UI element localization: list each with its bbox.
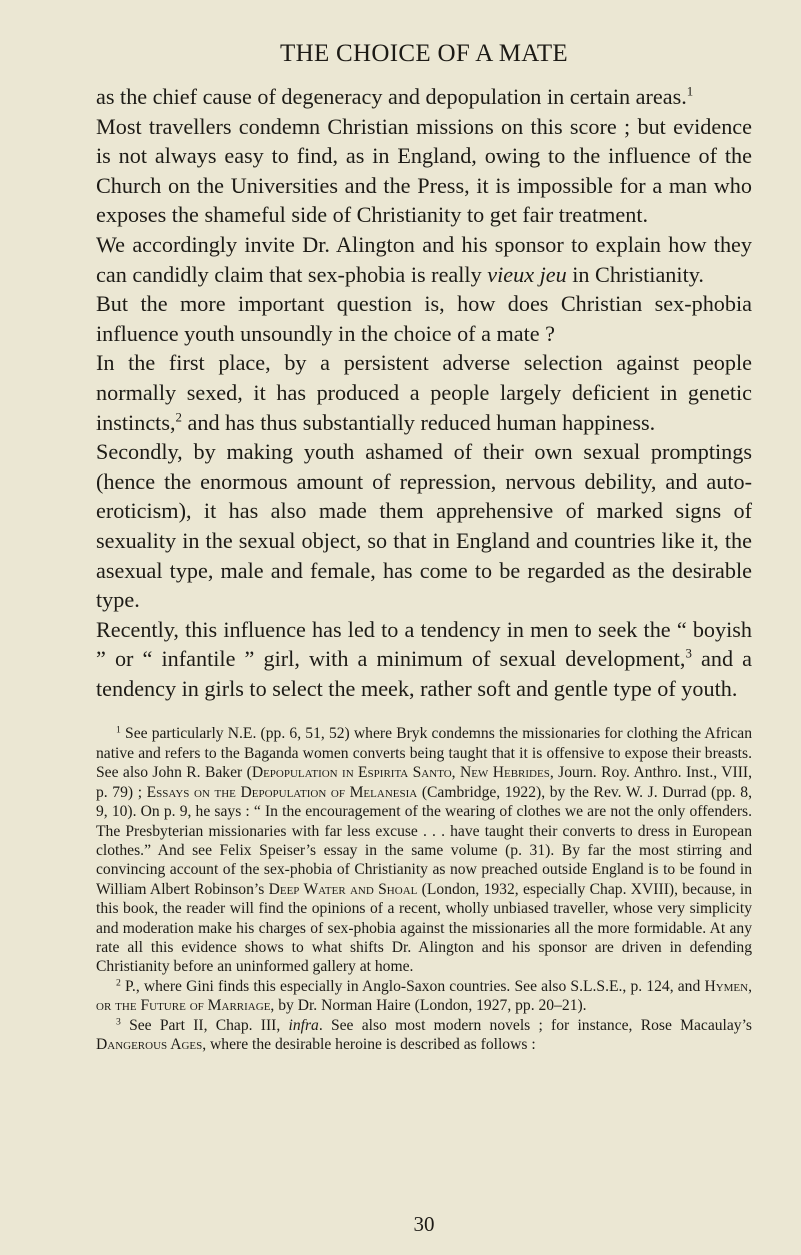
italic-phrase: vieux jeu: [487, 261, 567, 287]
footnote-2: $^2$ P., where Gini finds this especially in Anglo-Saxon countries. See also S.L.S.E., p. 124, and Hymen, or the Future of Marriage, by Dr. Norman Haire (London, 1927, pp. 20–21).: [96, 977, 752, 1015]
book-title: Hymen, or the Future of Marriage: [96, 977, 752, 1015]
paragraph-2: Most travellers condemn Christian missions on this score ; but evidence is not always easy to find, as in England, owing to the influence of the Church on the Universities and the Press, it is impossible for a man who exposes the shameful side of Christianity to get fair treatment.: [96, 113, 752, 228]
paragraph-7: Recently, this influence has led to a tendency in men to seek the “ boyish ” or “ infantile ” girl, with a minimum of sexual development,$^3$ and a tendency in girls to select the meek, rather soft and gentle type of youth.: [96, 616, 752, 701]
italic-word: infra: [288, 1016, 319, 1034]
book-title: Dangerous Ages: [96, 1035, 203, 1053]
book-title: Deep Water and Shoal: [268, 880, 418, 898]
paragraph-1: as the chief cause of degeneracy and depopulation in certain areas.$^1$: [96, 84, 694, 109]
footnote-mark: 1: [116, 725, 121, 737]
footnote-mark: 2: [116, 977, 121, 989]
footnotes: [96, 724, 752, 1054]
paragraph-3: We accordingly invite Dr. Alington and his sponsor to explain how they can candidly claim that sex-phobia is really vieux jeu in Christianity.: [96, 231, 752, 287]
book-title: Essays on the Depopulation of Melanesia: [146, 783, 418, 801]
paragraph-5: In the first place, by a persistent adverse selection against people normally sexed, it has produced a people largely deficient in genetic instincts,$^2$ and has thus substantially reduced human happiness.: [96, 350, 752, 435]
footnote-ref-1: 1: [686, 84, 694, 99]
body-text: [96, 82, 752, 703]
footnote-ref-3: 3: [685, 646, 692, 661]
paragraph-4: But the more important question is, how does Christian sex-phobia influence youth unsoundly in the choice of a mate ?: [96, 291, 752, 346]
page-number: 30: [413, 1212, 435, 1236]
footnote-mark: 3: [116, 1016, 121, 1028]
book-title: Depopulation in Espirita Santo, New Hebrides: [251, 764, 550, 782]
footnote-1: $^1$ See particularly N.E. (pp. 6, 51, 52) where Bryk condemns the missionaries for clothing the African native and refers to the Baganda women converts being taught that it is offensive to expose their breasts. See also John R. Baker (Depopulation in Espirita Santo, New Hebrides, Journ. Roy. Anthro. Inst., VIII, p. 79) ; Essays on the Depopulation of Melanesia (Cambridge, 1922), by the Rev. W. J. Durrad (pp. 8, 9, 10). On p. 9, he says : “ In the encouragement of the wearing of clothes we are not the only offenders. The Presbyterian missionaries with far less excuse . . . have taught their converts to dress in European clothes.” And see Felix Speiser’s essay in the same volume (p. 31). By far the most stirring and convincing account of the sex-phobia of Christianity as now preached outside England is to be found in William Albert Robinson’s Deep Water and Shoal (London, 1932, especially Chap. XVIII), because, in this book, the reader will find the opinions of a recent, wholly unbiased traveller, whose very simplicity and moderation make his charges of sex-phobia against the missionaries all the more formidable. At any rate all this evidence shows to what shifts Dr. Alington and his sponsor are driven in defending Christianity before an uninformed gallery at home.: [96, 725, 753, 976]
footnote-3: $^3$ See Part II, Chap. III, infra. See also most modern novels ; for instance, Rose Macaulay’s Dangerous Ages, where the desirable heroine is described as follows :: [96, 1016, 753, 1053]
footnote-ref-2: 2: [175, 410, 182, 425]
running-head: THE CHOICE OF A MATE: [280, 40, 568, 67]
paragraph-6: Secondly, by making youth ashamed of their own sexual promptings (hence the enormous amount of repression, nervous debility, and auto-eroticism), it has also made them apprehensive of marked signs of sexuality in the sexual object, so that in England and countries like it, the asexual type, male and female, has come to be regarded as the desirable type.: [96, 439, 752, 613]
book-page: [96, 0, 753, 1236]
